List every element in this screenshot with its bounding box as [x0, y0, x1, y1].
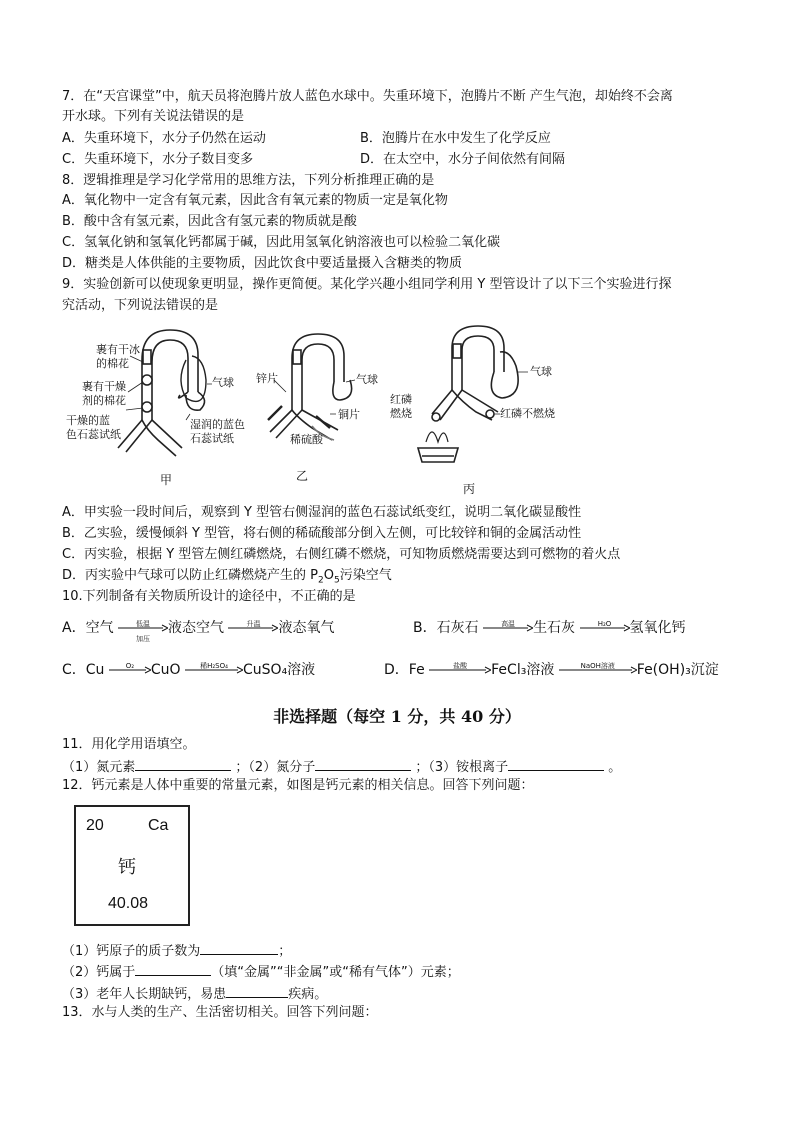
q10-a-step2: 液态空气 — [168, 620, 225, 636]
label-no-burn: 红磷不燃烧 — [500, 407, 555, 420]
q8-option-d: D．糖类是人体供能的主要物质，因此饮食中要适量摄入含糖类的物质 — [62, 256, 463, 271]
label-yi-balloon: 气球 — [356, 373, 378, 386]
caption-bing: 丙 — [463, 482, 476, 496]
label-wet-paper-2: 石蕊试纸 — [190, 432, 234, 445]
q12-sub3-text: （3）老年人长期缺钙，易患 — [62, 987, 227, 1002]
q10-a-arrow1 — [118, 618, 168, 643]
label-red-p-1: 红磷 — [390, 393, 412, 406]
atomic-mass: 40.08 — [108, 895, 149, 912]
q12-blank-3[interactable] — [226, 984, 288, 998]
q10-option-b — [413, 618, 686, 638]
q10-a-step3: 液态氧气 — [278, 620, 335, 636]
label-dry-cotton-1: 裹有干燥 — [82, 380, 126, 393]
q10-d-cond2: NaOH溶液 — [580, 662, 615, 670]
q13-stem: 13．水与人类的生产、生活密切相关。回答下列问题： — [62, 1005, 378, 1020]
q7-option-c: C．失重环境下，水分子数目变多 — [62, 152, 254, 167]
q10-a-cond1-bottom: 加压 — [136, 635, 151, 643]
caption-yi: 乙 — [296, 469, 309, 483]
q10-b-arrow2 — [580, 618, 630, 638]
q8-option-a: A．氧化物中一定含有氧元素，因此含有氧元素的物质一定是氧化物 — [62, 193, 448, 208]
q11-blank-1[interactable] — [135, 757, 231, 771]
q10-c-step2: CuO — [150, 662, 181, 678]
q12-sub2-end: （填“金属”“非金属”或“稀有气体”）元素； — [211, 965, 460, 980]
q10-b-step3: 氢氧化钙 — [629, 620, 686, 636]
element-symbol: Ca — [148, 817, 169, 834]
q9-stem-line1: 9．实验创新可以使现象更明显，操作更简便。某化学兴趣小组同学利用 Y 型管设计了以下三个实验进行探 — [62, 277, 672, 292]
q10-a-arrow2 — [228, 618, 278, 638]
q10-a-cond1: 低温 — [136, 620, 151, 628]
q9-d-text-3: 污染空气 — [339, 568, 392, 583]
q12-sub1-end: ； — [278, 944, 292, 959]
q10-d-arrow2 — [559, 660, 637, 680]
label-dry-paper-1: 干燥的蓝 — [66, 414, 110, 427]
label-acid: 稀硫酸 — [290, 433, 323, 446]
q10-stem: 10.下列制备有关物质所设计的途径中，不正确的是 — [62, 589, 356, 604]
q11-part3: ；（3）铵根离子 — [415, 760, 509, 775]
q9-option-c: C．丙实验，根据 Y 型管左侧红磷燃烧，右侧红磷不燃烧，可知物质燃烧需要达到可燃物的着火点 — [62, 547, 621, 562]
q9-option-d — [62, 567, 392, 590]
atomic-number: 20 — [86, 817, 104, 834]
section-title: 非选择题（每空 1 分，共 40 分） — [273, 707, 521, 726]
q11-end: 。 — [608, 760, 622, 775]
q11-blank-3[interactable] — [508, 757, 604, 771]
q7-option-d: D．在太空中，水分子间依然有间隔 — [360, 152, 566, 167]
caption-jia: 甲 — [160, 473, 173, 487]
q10-a-cond2: 升温 — [246, 620, 261, 628]
label-bing-balloon: 气球 — [530, 365, 552, 378]
q10-d-step3: Fe(OH)₃沉淀 — [636, 662, 719, 678]
q10-b-cond2: H₂O — [597, 620, 612, 628]
label-zinc: 锌片 — [256, 372, 278, 385]
q10-d-step1: Fe — [408, 662, 425, 678]
q10-c-arrow1 — [109, 660, 151, 680]
q12-blank-1[interactable] — [200, 941, 278, 955]
q9-d-sub-1: 2 — [317, 575, 324, 586]
q11-stem: 11．用化学用语填空。 — [62, 737, 196, 752]
q10-c-cond1: O₂ — [125, 662, 135, 670]
q10-b-step2: 生石灰 — [533, 620, 576, 636]
q7-stem-line1: 7．在“天宫课堂”中，航天员将泡腾片放人蓝色水球中。失重环境下，泡腾片不断 产生气泡，却始终不会离 — [62, 89, 673, 104]
q12-sub2-text: （2）钙属于 — [62, 965, 136, 980]
q10-d-step2: FeCl₃溶液 — [491, 662, 555, 678]
label-copper: 铜片 — [338, 408, 360, 421]
q10-d-arrow1 — [429, 660, 491, 680]
q8-option-b: B．酸中含有氢元素，因此含有氢元素的物质就是酸 — [62, 214, 357, 229]
q10-d-label: D． — [384, 662, 409, 678]
q9-d-sub-2: 5 — [333, 575, 340, 586]
label-red-p-2: 燃烧 — [390, 407, 412, 420]
q9-option-b: B．乙实验，缓慢倾斜 Y 型管，将右侧的稀硫酸部分倒入左侧，可比较锌和铜的金属活动性 — [62, 526, 582, 541]
element-name: 钙 — [118, 857, 136, 878]
q10-c-label: C． — [62, 662, 86, 678]
q9-option-a: A．甲实验一段时间后，观察到 Y 型管右侧湿润的蓝色石蕊试纸变红，说明二氧化碳显酸性 — [62, 505, 582, 520]
q9-d-text-1: D．丙实验中气球可以防止红磷燃烧产生的 P — [62, 568, 318, 583]
q7-option-a: A．失重环境下，水分子仍然在运动 — [62, 131, 266, 146]
q10-a-label: A． — [62, 620, 86, 636]
q11-part2: ；（2）氮分子 — [235, 760, 316, 775]
q10-a-step1: 空气 — [85, 620, 114, 636]
q12-sub1-text: （1）钙原子的质子数为 — [62, 944, 201, 959]
q11-blank-2[interactable] — [315, 757, 411, 771]
q9-stem-line2: 究活动，下列说法错误的是 — [62, 298, 219, 313]
label-wet-paper-1: 湿润的蓝色 — [190, 418, 245, 431]
q10-b-cond1: 高温 — [501, 620, 516, 628]
q10-c-arrow2 — [185, 660, 243, 680]
q7-option-b: B．泡腾片在水中发生了化学反应 — [360, 131, 551, 146]
q12-sub2 — [62, 962, 460, 982]
label-dry-cotton-2: 剂的棉花 — [82, 394, 126, 407]
q10-d-cond1: 盐酸 — [453, 662, 468, 670]
label-jia-balloon: 气球 — [212, 376, 234, 389]
q8-option-c: C．氢氧化钠和氢氧化钙都属于碱，因此用氢氧化钠溶液也可以检验二氧化碳 — [62, 235, 501, 250]
q10-b-label: B． — [413, 620, 437, 636]
q10-option-d — [384, 660, 719, 680]
label-dry-paper-2: 色石蕊试纸 — [66, 428, 121, 441]
q12-blank-2[interactable] — [135, 962, 211, 976]
label-ice-cotton-1: 裹有干冰 — [96, 343, 140, 356]
q12-sub1 — [62, 941, 291, 961]
q7-stem-line2: 开水球。下列有关说法错误的是 — [62, 109, 245, 124]
q10-c-step1: Cu — [85, 662, 105, 678]
q12-stem: 12．钙元素是人体中重要的常量元素，如图是钙元素的相关信息。回答下列问题： — [62, 778, 534, 793]
q10-option-a — [62, 618, 335, 643]
q10-b-arrow1 — [483, 618, 533, 638]
q10-option-c — [62, 660, 315, 680]
q10-c-cond2: 稀H₂SO₄ — [200, 662, 228, 670]
q12-sub3-end: 疾病。 — [288, 987, 328, 1002]
q9-d-text-2: O — [323, 568, 334, 583]
q12-sub3 — [62, 984, 327, 1004]
label-ice-cotton-2: 的棉花 — [96, 357, 129, 370]
q8-stem: 8．逻辑推理是学习化学常用的思维方法，下列分析推理正确的是 — [62, 173, 435, 188]
q11-part1: （1）氮元素 — [62, 760, 136, 775]
q10-b-step1: 石灰石 — [436, 620, 479, 636]
q11-blanks — [62, 757, 621, 777]
q10-c-step3: CuSO₄溶液 — [243, 662, 316, 678]
element-card-calcium — [74, 805, 190, 926]
